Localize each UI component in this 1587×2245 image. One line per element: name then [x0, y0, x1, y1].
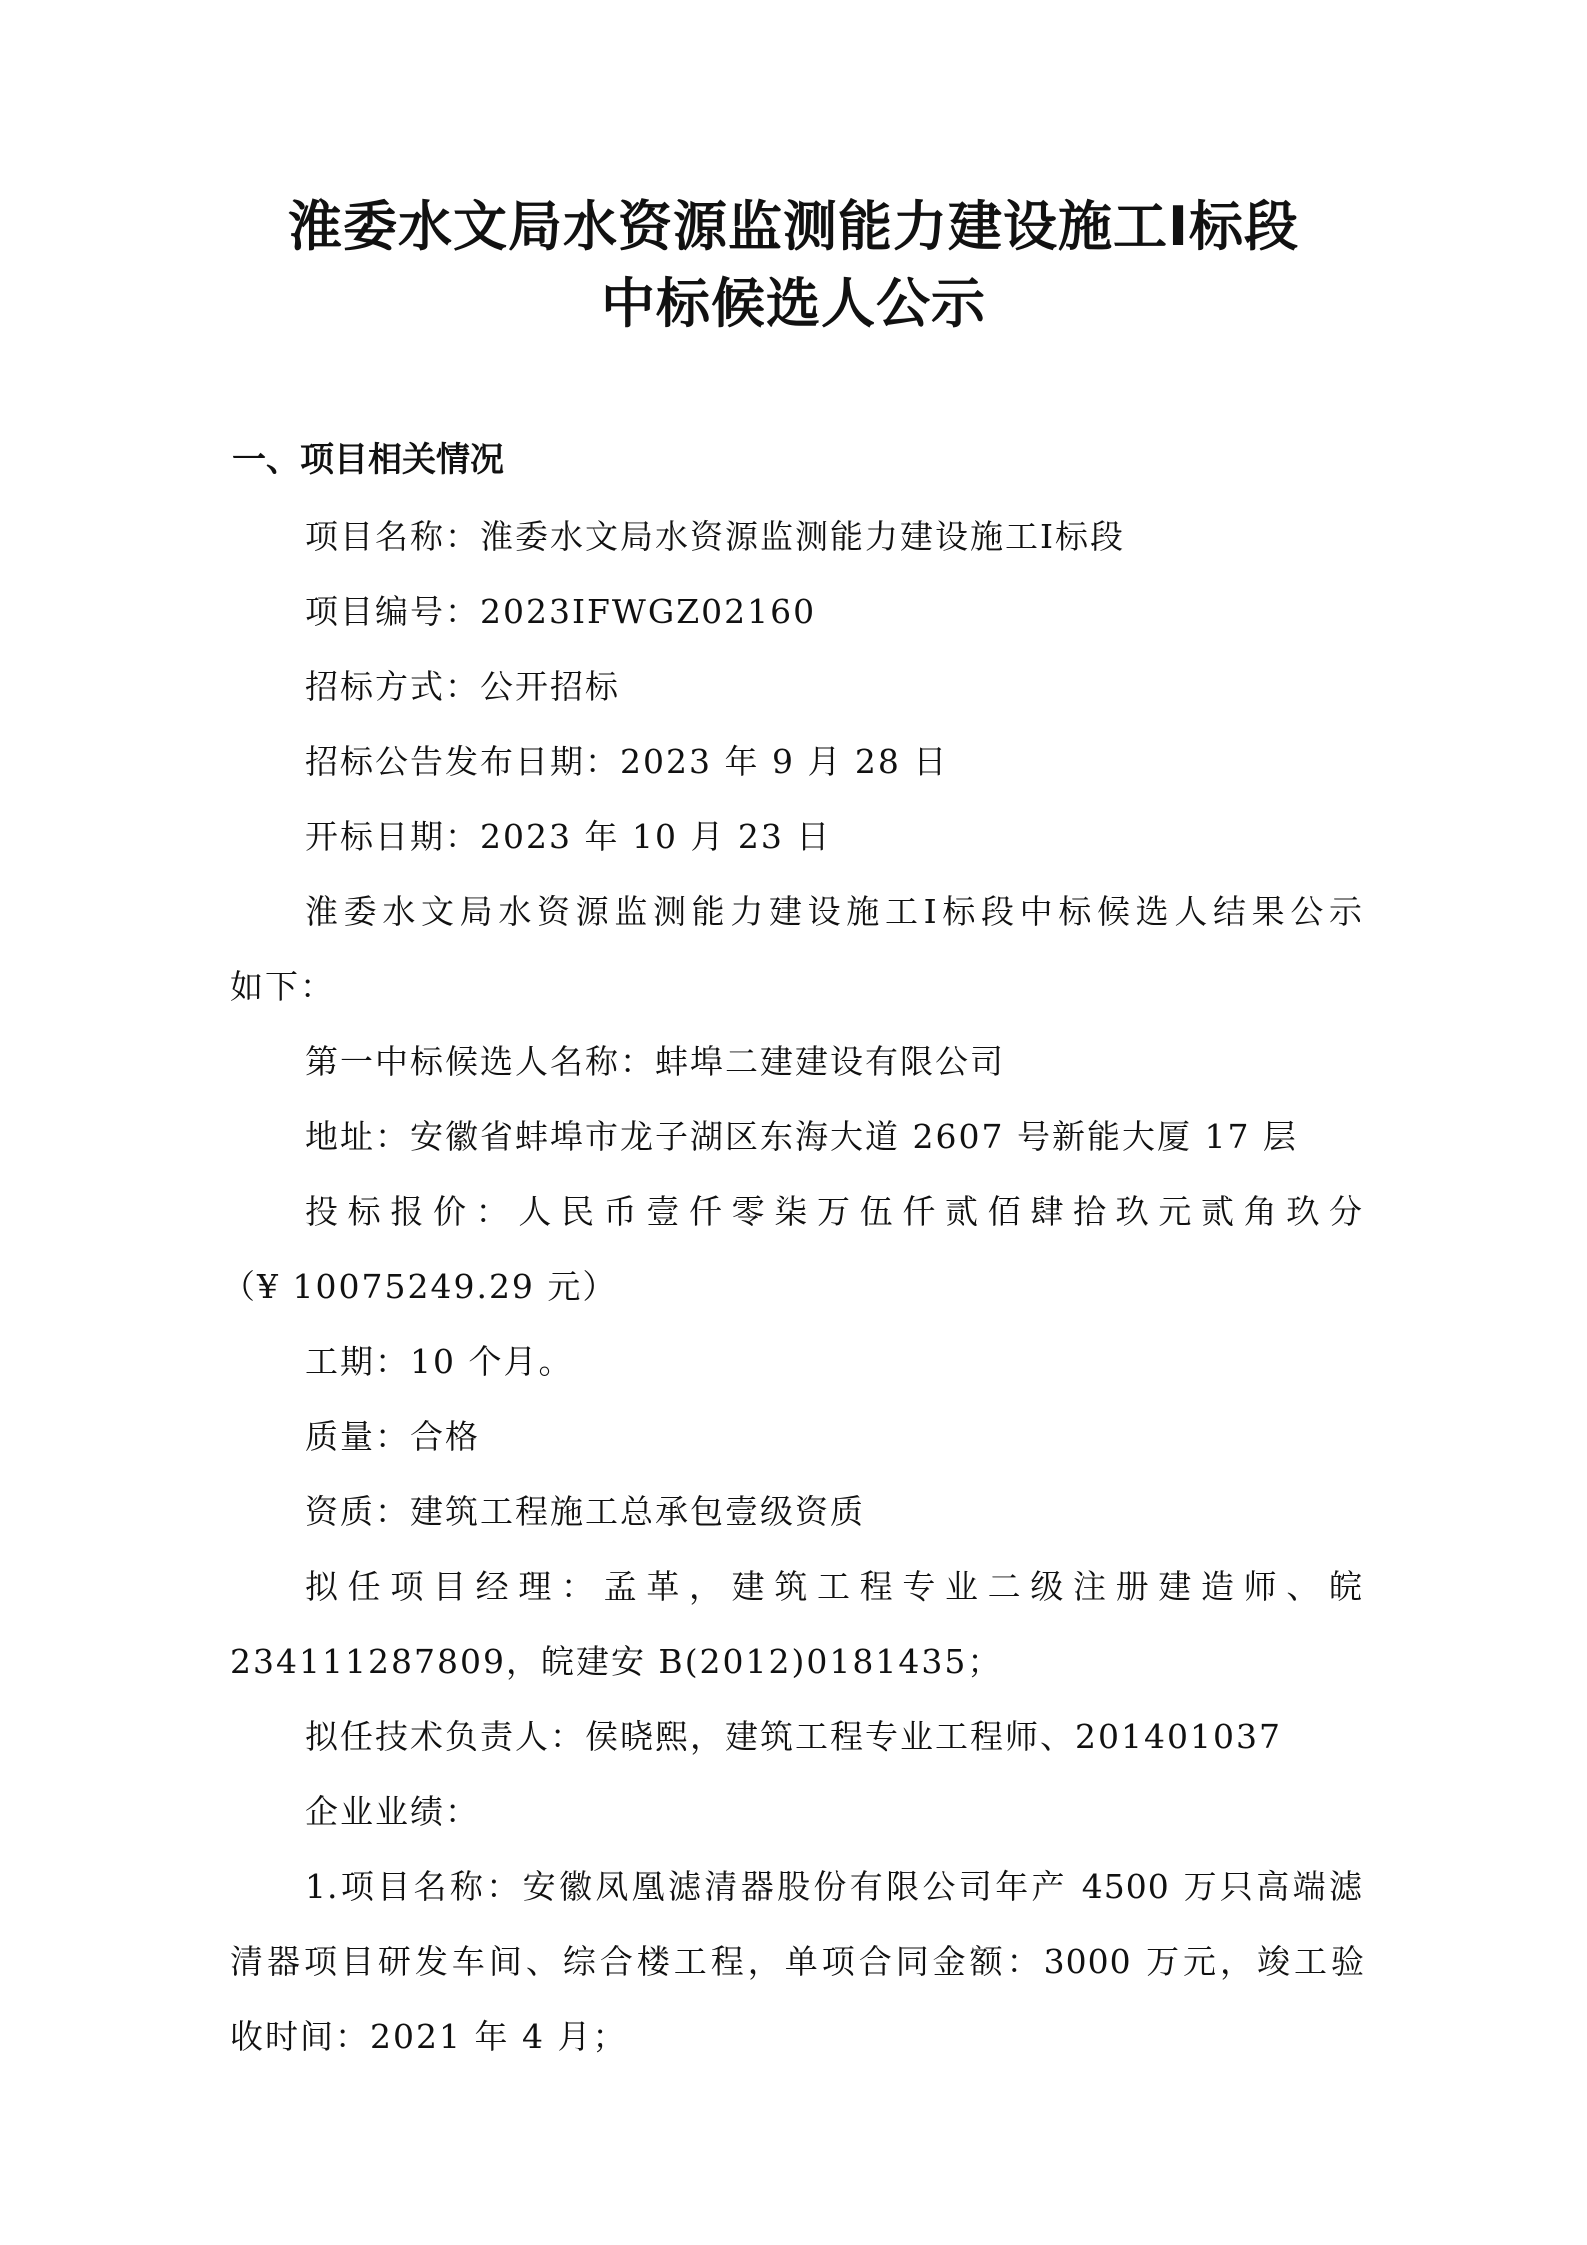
project-name-line: 项目名称：淮委水文局水资源监测能力建设施工Ⅰ标段	[305, 517, 1126, 556]
bid-price-line-1: 投标报价：人民币壹仟零柒万伍仟贰佰肆拾玖元贰角玖分	[305, 1192, 1363, 1231]
bid-price-line-2: （¥ 10075249.29 元）	[222, 1267, 618, 1306]
document-title-line-1: 淮委水文局水资源监测能力建设施工Ⅰ标段	[287, 195, 1300, 258]
performance-label: 企业业绩：	[305, 1792, 480, 1831]
qualification-line: 资质：建筑工程施工总承包壹级资质	[305, 1492, 865, 1531]
opening-date-line: 开标日期：2023 年 10 月 23 日	[305, 817, 832, 856]
quality-line: 质量：合格	[305, 1417, 480, 1456]
section-heading: 一、项目相关情况	[232, 440, 504, 480]
duration-line: 工期：10 个月。	[305, 1342, 574, 1381]
address-line: 地址：安徽省蚌埠市龙子湖区东海大道 2607 号新能大厦 17 层	[305, 1117, 1298, 1156]
result-intro-line-1: 淮委水文局水资源监测能力建设施工Ⅰ标段中标候选人结果公示	[305, 892, 1363, 931]
bid-method-line: 招标方式：公开招标	[305, 667, 620, 706]
document-title-line-2: 中标候选人公示	[601, 272, 986, 335]
technical-lead-line: 拟任技术负责人：侯晓熙，建筑工程专业工程师、201401037	[305, 1717, 1282, 1756]
result-intro-line-2: 如下：	[230, 967, 335, 1006]
performance-item-1-line-3: 收时间：2021 年 4 月；	[230, 2017, 628, 2056]
performance-item-1-line-1: 1.项目名称：安徽凤凰滤清器股份有限公司年产 4500 万只高端滤	[305, 1867, 1363, 1906]
project-manager-line-1: 拟任项目经理：孟革，建筑工程专业二级注册建造师、皖	[305, 1567, 1363, 1606]
project-manager-line-2: 234111287809，皖建安 B(2012)0181435；	[230, 1642, 1003, 1681]
notice-date-line: 招标公告发布日期：2023 年 9 月 28 日	[305, 742, 949, 781]
performance-item-1-line-2: 清器项目研发车间、综合楼工程，单项合同金额：3000 万元，竣工验	[230, 1942, 1365, 1981]
candidate-name-line: 第一中标候选人名称：蚌埠二建建设有限公司	[305, 1042, 1005, 1081]
project-number-line: 项目编号：2023IFWGZ02160	[305, 592, 817, 631]
